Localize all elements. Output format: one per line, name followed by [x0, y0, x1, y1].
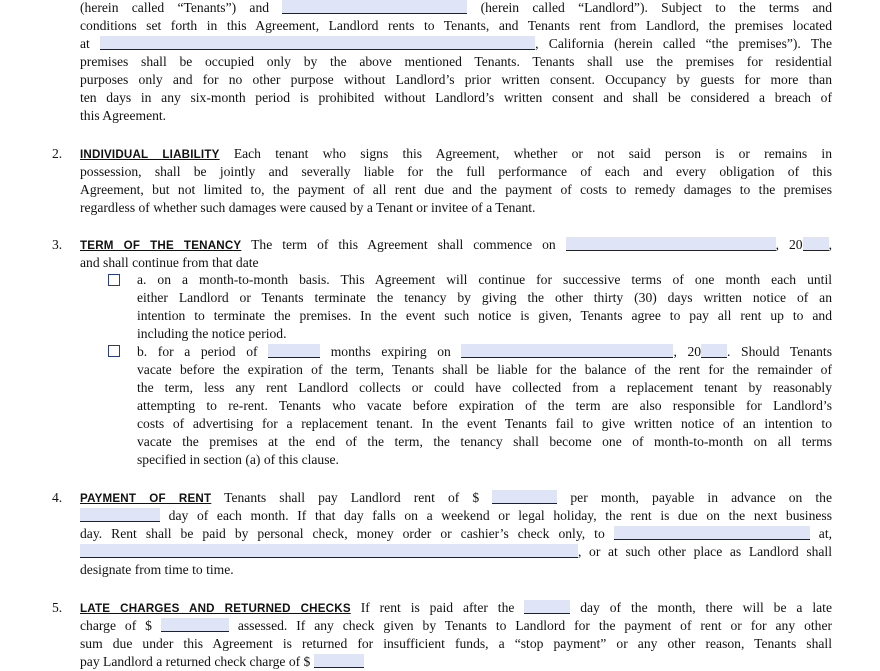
- text-run: If rent is paid after the: [360, 600, 525, 615]
- clause5-number: 5.: [52, 600, 63, 615]
- option-a-line-3: [137, 307, 832, 325]
- text-run: specified in section (a) of this clause.: [137, 452, 339, 467]
- text-run: intention to terminate the premises. In the event such notice is given, Tenants agree to pay all rent up to and: [137, 308, 832, 323]
- text-run: , 20: [673, 344, 702, 359]
- text-run: vacate the premises at the end of the term, the tenancy shall become one of month-to-month on all terms: [137, 434, 832, 449]
- text-run: either Landlord or Tenants terminate the tenancy by giving the other thirty (30) days written notice of an: [137, 290, 832, 305]
- option-a-line-1: [137, 271, 832, 289]
- clause4-line-2: [80, 507, 832, 525]
- text-run: this Agreement.: [80, 108, 167, 123]
- option-b-line-3: [137, 379, 832, 397]
- option-b-line-1: [137, 343, 832, 361]
- option-b-line-7: [137, 451, 832, 469]
- clause1-line-1: [80, 0, 832, 17]
- option-b-line-2: [137, 361, 832, 379]
- fill-in-blank[interactable]: [803, 237, 829, 251]
- text-run: costs of advertising for a replacement tenant. In the event Tenants fail to give written notice of an intention to: [137, 416, 832, 431]
- clause1-line-3: [80, 35, 832, 53]
- clause4-line-3: [80, 525, 832, 543]
- text-run: at,: [809, 526, 832, 541]
- text-run: assessed. If any check given by Tenants to Landlord for the payment of rent or for any other: [228, 618, 833, 633]
- text-run: , California (herein called “the premises”). The: [535, 36, 832, 51]
- clause2-number: 2.: [52, 146, 63, 161]
- text-run: regardless of whether such damages were caused by a Tenant or invitee of a Tenant.: [80, 200, 536, 215]
- clause-heading: TERM OF THE TENANCY: [80, 239, 242, 252]
- clause4-line-5: [80, 561, 832, 579]
- text-run: conditions set forth in this Agreement, Landlord rents to Tenants, and Tenants rent from Landlord, the premises located: [80, 18, 832, 33]
- clause3-line-1: [80, 236, 832, 254]
- clause-heading: LATE CHARGES AND RETURNED CHECKS: [80, 602, 351, 615]
- text-run: day of the month, there will be a late: [570, 600, 832, 615]
- text-run: ,: [828, 237, 833, 252]
- text-run: months expiring on: [320, 344, 462, 359]
- option-b-line-6: [137, 433, 832, 451]
- option-b-line-5: [137, 415, 832, 433]
- clause4-line-1: [80, 489, 832, 507]
- clause2-line-4: [80, 199, 832, 217]
- text-run: a. on a month-to-month basis. This Agreement will continue for successive terms of one month each until: [137, 272, 832, 287]
- text-run: at: [80, 36, 101, 51]
- clause1-line-7: [80, 107, 832, 125]
- text-run: Each tenant who signs this Agreement, whether or not said person is or remains in: [233, 146, 833, 161]
- clause3-line-2: [80, 254, 832, 272]
- text-run: ten days in any six-month period is prohibited without Landlord’s written consent and shall be considered a breach of: [80, 90, 832, 105]
- fill-in-blank[interactable]: [461, 344, 673, 358]
- fill-in-blank[interactable]: [524, 600, 570, 614]
- text-run: premises shall be occupied only by the above mentioned Tenants. Tenants shall use the premises for residential: [80, 54, 832, 69]
- clause4-number: 4.: [52, 490, 63, 505]
- clause-heading: PAYMENT OF RENT: [80, 492, 212, 505]
- text-run: the term, less any rent Landlord collects or could have collected from a replacement tenant by reasonably: [137, 380, 832, 395]
- clause-heading: INDIVIDUAL LIABILITY: [80, 148, 220, 161]
- clause4-line-4: [80, 543, 832, 561]
- fill-in-blank[interactable]: [282, 0, 467, 14]
- text-run: including the notice period.: [137, 326, 287, 341]
- fill-in-blank[interactable]: [100, 36, 535, 50]
- fill-in-blank[interactable]: [701, 344, 727, 358]
- option-a-line-2: [137, 289, 832, 307]
- text-run: (herein called “Landlord”). Subject to the terms and: [467, 0, 833, 15]
- text-run: per month, payable in advance on the: [557, 490, 832, 505]
- clause5-line-1: [80, 599, 832, 617]
- text-run: , or at such other place as Landlord shall: [578, 544, 832, 559]
- text-run: purposes only and for no other purpose without Landlord’s prior written consent. Occupancy by guests for more than: [80, 72, 832, 87]
- text-run: charge of $: [80, 618, 161, 633]
- text-run: b. for a period of: [137, 344, 269, 359]
- clause1-line-4: [80, 53, 832, 71]
- clause2-line-2: [80, 163, 832, 181]
- clause5-line-4: [80, 653, 832, 671]
- clause1-line-2: [80, 17, 832, 35]
- text-run: pay Landlord a returned check charge of $: [80, 654, 314, 669]
- text-run: attempting to re-rent. Tenants who vacate before expiration of the term are also responsible for Landlord’s: [137, 398, 832, 413]
- fill-in-blank[interactable]: [161, 618, 229, 632]
- text-run: day. Rent shall be paid by personal check, money order or cashier’s check only, to: [80, 526, 614, 541]
- fixed-term-checkbox[interactable]: [108, 345, 120, 357]
- month-to-month-checkbox[interactable]: [108, 274, 120, 286]
- text-run: . Should Tenants: [727, 344, 833, 359]
- text-run: vacate before the expiration of the term, Tenants shall be liable for the balance of the rent for the remainder of: [137, 362, 832, 377]
- text-run: designate from time to time.: [80, 562, 234, 577]
- clause5-line-2: [80, 617, 832, 635]
- text-run: day of each month. If that day falls on a weekend or legal holiday, the rent is due on the next business: [160, 508, 832, 523]
- fill-in-blank[interactable]: [492, 490, 557, 504]
- text-run: possession, shall be jointly and severally liable for the full performance of each and every obligation of this: [80, 164, 832, 179]
- text-run: The term of this Agreement shall commence on: [251, 237, 566, 252]
- fill-in-blank[interactable]: [566, 237, 776, 251]
- text-run: Tenants shall pay Landlord rent of $: [224, 490, 493, 505]
- text-run: (herein called “Tenants”) and: [80, 0, 283, 15]
- text-run: , 20: [775, 237, 803, 252]
- fill-in-blank[interactable]: [268, 344, 320, 358]
- fill-in-blank[interactable]: [614, 526, 810, 540]
- fill-in-blank[interactable]: [314, 654, 364, 668]
- clause3-number: 3.: [52, 237, 63, 252]
- text-run: Agreement, but not limited to, the payment of all rent due and the payment of costs to remedy damages to the premises: [80, 182, 832, 197]
- option-a-line-4: [137, 325, 832, 343]
- option-b-line-4: [137, 397, 832, 415]
- fill-in-blank[interactable]: [80, 508, 160, 522]
- clause2-line-3: [80, 181, 832, 199]
- text-run: and shall continue from that date: [80, 255, 259, 270]
- fill-in-blank[interactable]: [80, 544, 578, 558]
- text-run: sum due under this Agreement is returned for insufficient funds, a “stop payment” or any other reason, Tenants shall: [80, 636, 832, 651]
- clause5-line-3: [80, 635, 832, 653]
- clause2-line-1: [80, 145, 832, 163]
- clause1-line-6: [80, 89, 832, 107]
- clause1-line-5: [80, 71, 832, 89]
